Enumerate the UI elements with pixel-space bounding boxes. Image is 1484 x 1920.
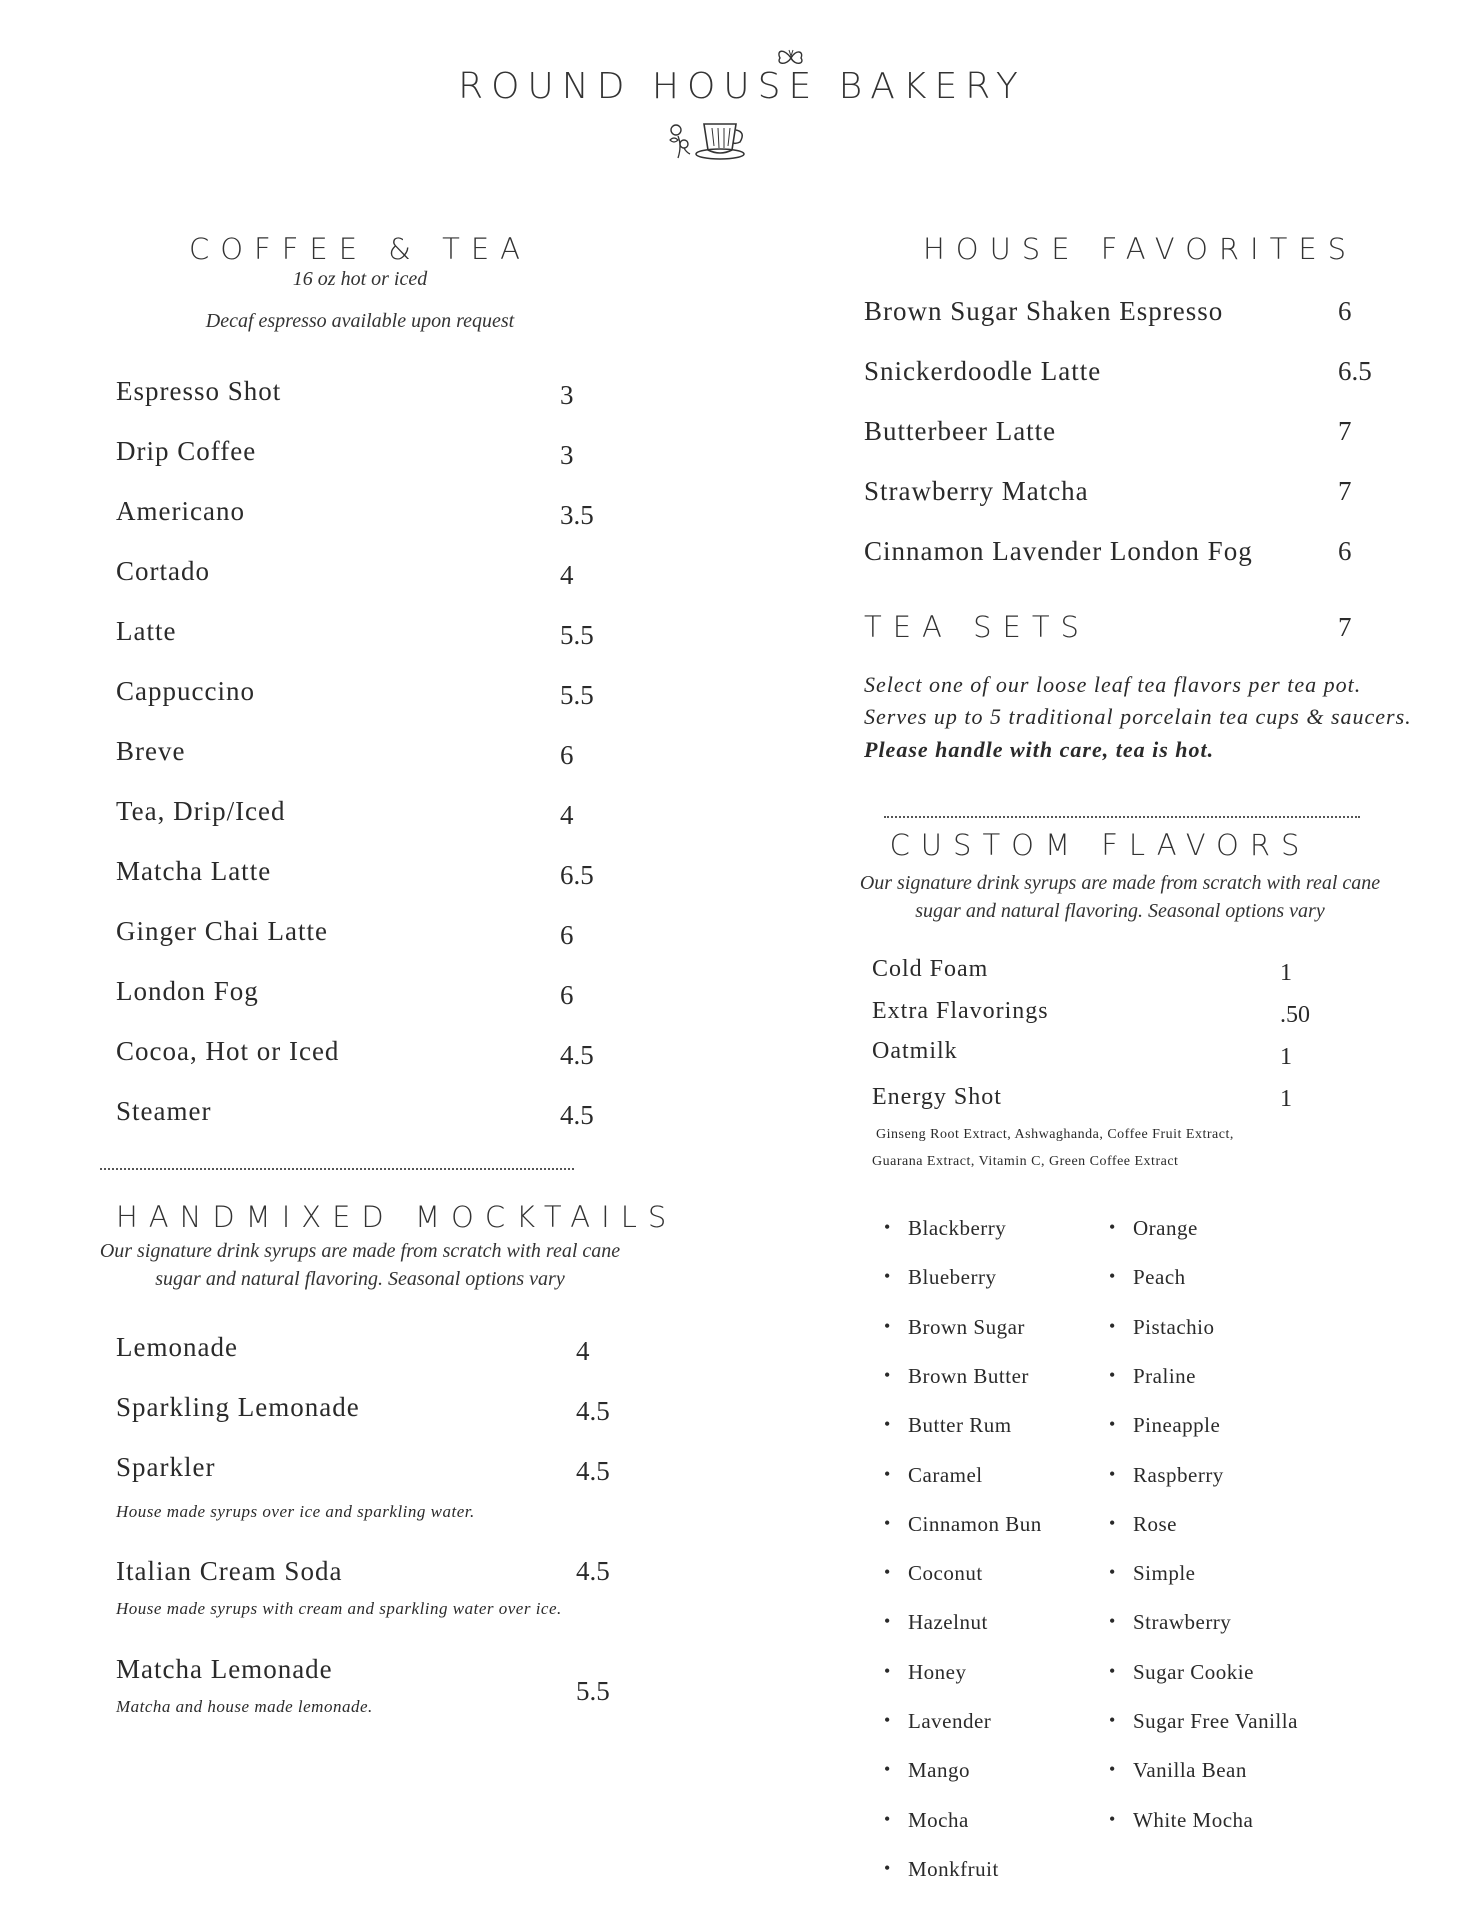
flavor-list-item: • Hazelnut (908, 1610, 988, 1635)
menu-item-name: Butterbeer Latte (864, 416, 1057, 446)
menu-item-price: 6 (560, 980, 574, 1010)
flavor-list-item: • Cinnamon Bun (908, 1512, 1042, 1537)
menu-item-price: 4 (560, 560, 574, 590)
menu-item-name: Matcha Latte (116, 856, 272, 886)
flavor-list-item: • Lavender (908, 1709, 991, 1734)
flavor-list-item: • Coconut (908, 1561, 983, 1586)
energy-shot-note-line1: Ginseng Root Extract, Ashwaghanda, Coffee Fruit Extract, (876, 1127, 1234, 1142)
custom-flavors-title: CUSTOM FLAVORS (889, 828, 1311, 862)
addon-name: Cold Foam (872, 956, 989, 982)
flavor-list-item: • Peach (1133, 1265, 1186, 1290)
menu-item-price: 6 (560, 920, 574, 950)
coffee-tea-title: COFFEE & TEA (188, 232, 531, 266)
flavor-list-item: • Mango (908, 1758, 970, 1783)
mocktails-desc-line1: Our signature drink syrups are made from scratch with real cane (99, 1240, 621, 1262)
menu-item-price: 6.5 (560, 860, 594, 890)
flavor-list-item: • Blueberry (908, 1265, 996, 1290)
menu-item-name: Cocoa, Hot or Iced (116, 1036, 340, 1066)
flavor-list-item: • Caramel (908, 1463, 983, 1488)
menu-item-name: Strawberry Matcha (864, 476, 1089, 506)
menu-item-note: House made syrups over ice and sparkling water. (116, 1502, 475, 1521)
divider-left (100, 1168, 574, 1170)
tea-sets-price: 7 (1338, 612, 1352, 642)
flavor-list-item: • Pistachio (1133, 1315, 1215, 1340)
menu-item-name: Matcha Lemonade (116, 1654, 333, 1684)
flavor-list-item: • Strawberry (1133, 1610, 1231, 1635)
menu-item-name: Americano (116, 496, 245, 526)
menu-item-name: Steamer (116, 1096, 212, 1126)
addon-name: Energy Shot (872, 1084, 1002, 1110)
menu-item-price: 4.5 (576, 1556, 610, 1586)
menu-item-price: 3.5 (560, 500, 594, 530)
flavor-list-item: • Vanilla Bean (1133, 1758, 1247, 1783)
flavor-list-item: • Raspberry (1133, 1463, 1224, 1488)
menu-item-name: London Fog (116, 976, 259, 1006)
divider-right (884, 816, 1360, 818)
flavor-list-item: • Pineapple (1133, 1413, 1220, 1438)
menu-item-name: Lemonade (116, 1332, 238, 1362)
decaf-note: Decaf espresso available upon request (205, 310, 515, 332)
menu-item-price: 6 (1338, 296, 1352, 326)
flavor-list-item: • Sugar Cookie (1133, 1660, 1254, 1685)
menu-item-price: 4.5 (560, 1040, 594, 1070)
menu-item-name: Breve (116, 736, 186, 766)
addon-name: Oatmilk (872, 1038, 958, 1064)
menu-item-name: Espresso Shot (116, 376, 282, 406)
mocktails-desc-line2: sugar and natural flavoring. Seasonal options vary (155, 1268, 565, 1290)
menu-item-price: 5.5 (560, 620, 594, 650)
menu-item-price: 4 (560, 800, 574, 830)
flavor-list-item: • Blackberry (908, 1216, 1006, 1241)
flavor-list-item: • Sugar Free Vanilla (1133, 1709, 1298, 1734)
menu-item-name: Ginger Chai Latte (116, 916, 328, 946)
butterfly-icon (774, 46, 808, 70)
flavor-list-item: • Honey (908, 1660, 967, 1685)
menu-item-name: Latte (116, 616, 177, 646)
menu-item-name: Snickerdoodle Latte (864, 356, 1102, 386)
flavor-list-item: • Brown Sugar (908, 1315, 1025, 1340)
menu-item-name: Tea, Drip/Iced (116, 796, 286, 826)
flavor-list-item: • Rose (1133, 1512, 1177, 1537)
menu-item-price: 3 (560, 380, 574, 410)
menu-item-price: 7 (1338, 476, 1352, 506)
flavor-list-item: • Orange (1133, 1216, 1198, 1241)
size-note: 16 oz hot or iced (292, 268, 428, 290)
addon-price: 1 (1280, 960, 1292, 986)
menu-item-name: Drip Coffee (116, 436, 257, 466)
tea-sets-title: TEA SETS (864, 610, 1090, 644)
teacup-flower-icon (664, 116, 750, 162)
menu-item-name: Sparkler (116, 1452, 216, 1482)
menu-item-price: 6 (1338, 536, 1352, 566)
flavor-list-item: • Mocha (908, 1808, 969, 1833)
custom-flavors-desc-line1: Our signature drink syrups are made from scratch with real cane (859, 872, 1381, 894)
tea-sets-line3: Please handle with care, tea is hot. (864, 737, 1215, 762)
mocktails-title: HANDMIXED MOCKTAILS (116, 1200, 678, 1234)
menu-item-price: 7 (1338, 416, 1352, 446)
addon-price: .50 (1280, 1002, 1310, 1028)
menu-item-price: 4.5 (576, 1396, 610, 1426)
addon-name: Extra Flavorings (872, 998, 1049, 1024)
menu-item-name: Sparkling Lemonade (116, 1392, 360, 1422)
menu-item-price: 6.5 (1338, 356, 1372, 386)
energy-shot-note-line2: Guarana Extract, Vitamin C, Green Coffee Extract (872, 1154, 1179, 1169)
flavor-list-item: • Brown Butter (908, 1364, 1029, 1389)
tea-sets-line1: Select one of our loose leaf tea flavors per tea pot. (864, 672, 1362, 697)
menu-item-price: 4 (576, 1336, 590, 1366)
menu-item-price: 6 (560, 740, 574, 770)
flavor-list-item: • Simple (1133, 1561, 1196, 1586)
addon-price: 1 (1280, 1086, 1292, 1112)
menu-item-note: Matcha and house made lemonade. (116, 1697, 373, 1716)
menu-item-price: 5.5 (560, 680, 594, 710)
menu-item-name: Cortado (116, 556, 210, 586)
flavor-list-item: • Butter Rum (908, 1413, 1012, 1438)
custom-flavors-desc-line2: sugar and natural flavoring. Seasonal options vary (915, 900, 1325, 922)
house-favorites-title: HOUSE FAVORITES (922, 232, 1358, 266)
flavor-list-item: • Praline (1133, 1364, 1196, 1389)
flavor-list-item: • White Mocha (1133, 1808, 1253, 1833)
addon-price: 1 (1280, 1044, 1292, 1070)
flavor-list-item: • Monkfruit (908, 1857, 999, 1882)
menu-item-price: 4.5 (576, 1456, 610, 1486)
menu-item-price: 5.5 (576, 1676, 610, 1706)
menu-item-note: House made syrups with cream and sparkling water over ice. (116, 1599, 562, 1618)
tea-sets-line2: Serves up to 5 traditional porcelain tea cups & saucers. (864, 704, 1412, 729)
menu-item-price: 4.5 (560, 1100, 594, 1130)
menu-item-name: Brown Sugar Shaken Espresso (864, 296, 1224, 326)
menu-item-price: 3 (560, 440, 574, 470)
menu-item-name: Cinnamon Lavender London Fog (864, 536, 1253, 566)
brand-title: ROUND HOUSE BAKERY (458, 66, 1026, 107)
menu-item-name: Cappuccino (116, 676, 255, 706)
menu-item-name: Italian Cream Soda (116, 1556, 343, 1586)
